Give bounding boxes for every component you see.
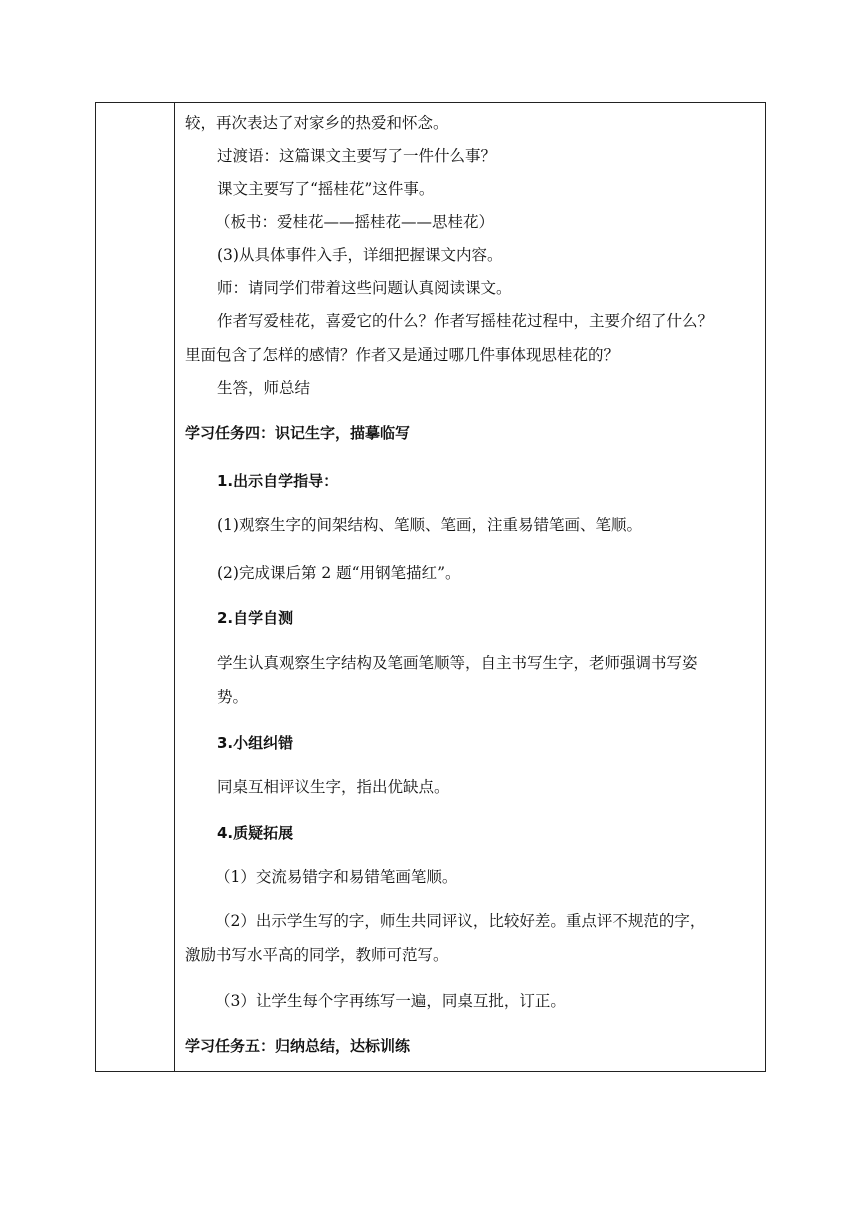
text-line: 作者写爱桂花，喜爱它的什么？作者写摇桂花过程中，主要介绍了什么？ xyxy=(217,312,714,330)
text-line: 势。 xyxy=(217,688,249,706)
text-line: (2)完成课后第 2 题“用钢笔描红”。 xyxy=(217,564,461,582)
text-line: （1）交流易错字和易错笔画笔顺。 xyxy=(215,868,458,886)
section-heading: 2.自学自测 xyxy=(217,609,294,627)
text-line: 师：请同学们带着这些问题认真阅读课文。 xyxy=(217,279,512,297)
content-cell xyxy=(175,103,765,1071)
task-heading: 学习任务五：归纳总结，达标训练 xyxy=(185,1037,411,1055)
section-heading: 1.出示自学指导： xyxy=(217,472,339,490)
text-line: 课文主要写了“摇桂花”这件事。 xyxy=(217,180,435,198)
text-line: 激励书写水平高的同学，教师可范写。 xyxy=(185,946,449,964)
text-line: （2）出示学生写的字，师生共同评议，比较好差。重点评不规范的字， xyxy=(215,912,706,930)
text-line: (3)从具体事件入手，详细把握课文内容。 xyxy=(217,246,503,264)
task-heading: 学习任务四：识记生字，描摹临写 xyxy=(185,424,411,442)
text-line: 较，再次表达了对家乡的热爱和怀念。 xyxy=(185,114,449,132)
text-line: (1)观察生字的间架结构、笔顺、笔画，注重易错笔画、笔顺。 xyxy=(217,516,642,534)
text-line: 过渡语：这篇课文主要写了一件什么事？ xyxy=(217,147,497,165)
text-line: 生答，师总结 xyxy=(217,379,311,397)
text-line: 学生认真观察生字结构及笔画笔顺等，自主书写生字，老师强调书写姿 xyxy=(217,654,698,672)
section-heading: 4.质疑拓展 xyxy=(217,824,294,842)
text-line: （3）让学生每个字再练写一遍，同桌互批，订正。 xyxy=(215,992,566,1010)
board-writing-line: （板书：爱桂花——摇桂花——思桂花） xyxy=(215,213,495,231)
left-column-cell xyxy=(96,103,175,1071)
text-line: 同桌互相评议生字，指出优缺点。 xyxy=(217,778,450,796)
text-line: 里面包含了怎样的感情？作者又是通过哪几件事体现思桂花的？ xyxy=(185,346,620,364)
section-heading: 3.小组纠错 xyxy=(217,734,294,752)
lesson-table xyxy=(95,102,766,1072)
